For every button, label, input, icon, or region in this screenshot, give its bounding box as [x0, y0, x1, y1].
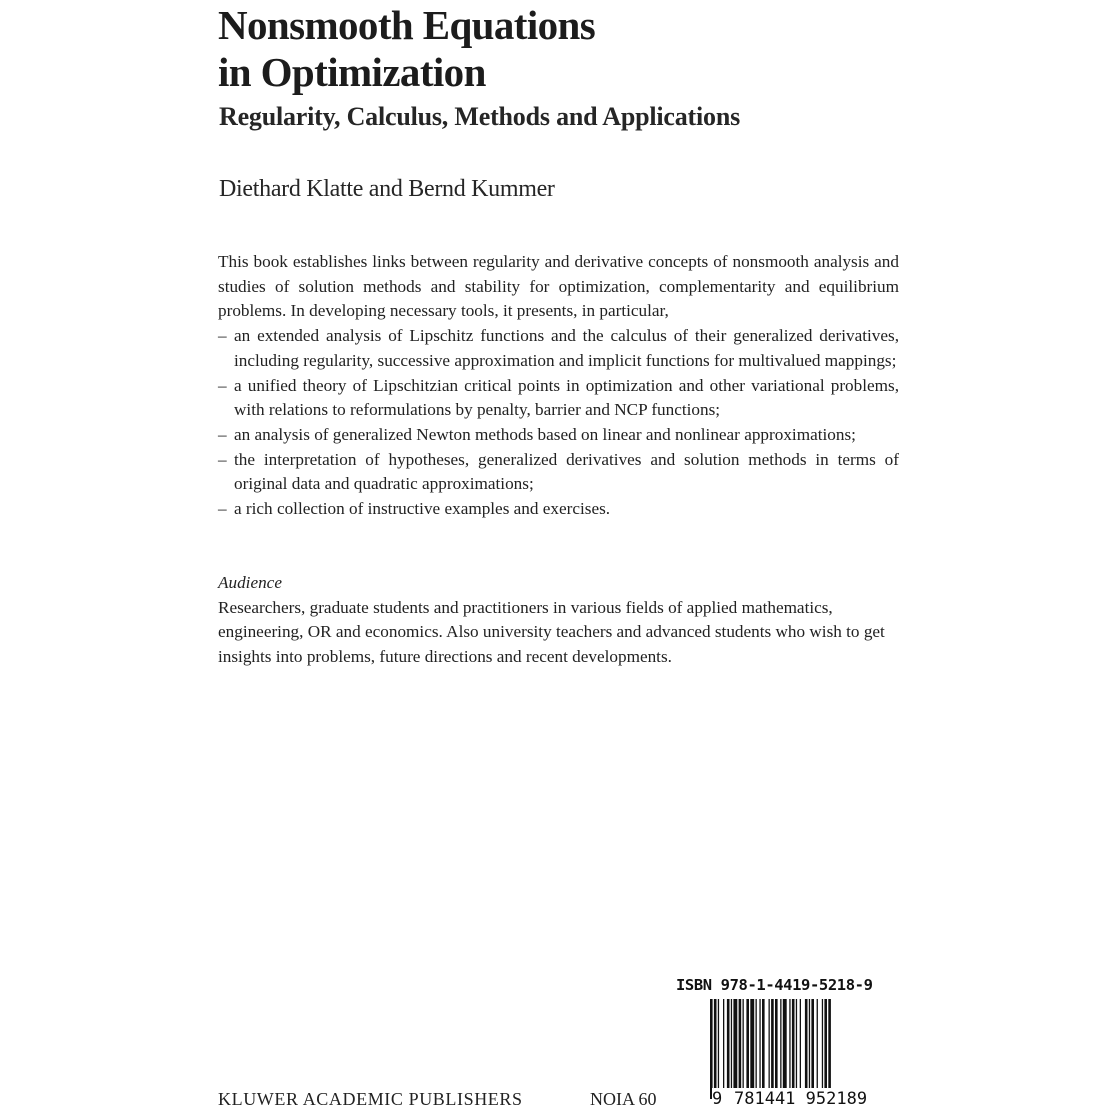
- dash-bullet: –: [218, 424, 227, 444]
- audience-text: Researchers, graduate students and practitioners in various fields of applied mathematics, engineering, OR and economics. Also university teachers and advanced students who wish to get insights into problems, future directions and recent developments.: [218, 597, 885, 667]
- topic-item: [218, 448, 899, 497]
- topic-text: the interpretation of hypotheses, generalized derivatives and solution methods in terms of original data and quadratic approximations;: [234, 449, 899, 494]
- topic-text: a rich collection of instructive examples and exercises.: [234, 499, 611, 519]
- book-description: [218, 250, 899, 522]
- description-intro: This book establishes links between regularity and derivative concepts of nonsmooth analysis and studies of solution methods and stability for optimization, complementarity and equilibrium problems. In developing necessary tools, it presents, in particular,: [218, 252, 899, 321]
- audience-section: [218, 571, 899, 670]
- topic-item: [218, 324, 899, 373]
- barcode-digit-groups: 781441 952189: [734, 1089, 868, 1109]
- dash-bullet: –: [218, 499, 227, 519]
- publisher-name: KLUWER ACADEMIC PUBLISHERS: [218, 1089, 523, 1109]
- book-title-line-2: in Optimization: [218, 49, 486, 95]
- book-title: [218, 2, 595, 96]
- topic-text: an extended analysis of Lipschitz functions and the calculus of their generalized derivatives, including regularity, successive approximation and implicit functions for multivalued mappings;: [234, 326, 899, 370]
- audience-heading: Audience: [218, 573, 282, 592]
- topic-text: a unified theory of Lipschitzian critical points in optimization and other variational problems, with relations to reformulations by penalty, barrier and NCP functions;: [234, 375, 899, 420]
- book-subtitle: Regularity, Calculus, Methods and Applications: [219, 102, 740, 131]
- barcode-lead-digit: 9: [712, 1089, 723, 1109]
- book-title-line-1: Nonsmooth Equations: [218, 2, 596, 48]
- dash-bullet: –: [218, 449, 227, 469]
- topic-item: [218, 497, 899, 522]
- series-label: NOIA 60: [590, 1089, 657, 1109]
- barcode-image: [710, 999, 870, 1099]
- dash-bullet: –: [218, 375, 227, 395]
- topic-text: an analysis of generalized Newton methods based on linear and nonlinear approximations;: [234, 424, 856, 444]
- isbn-label: ISBN 978-1-4419-5218-9: [676, 976, 873, 994]
- topic-list: [218, 324, 899, 522]
- topic-item: [218, 374, 899, 423]
- barcode-number: [712, 1088, 867, 1110]
- topic-item: [218, 423, 899, 448]
- book-authors: Diethard Klatte and Bernd Kummer: [219, 176, 555, 202]
- dash-bullet: –: [218, 326, 227, 346]
